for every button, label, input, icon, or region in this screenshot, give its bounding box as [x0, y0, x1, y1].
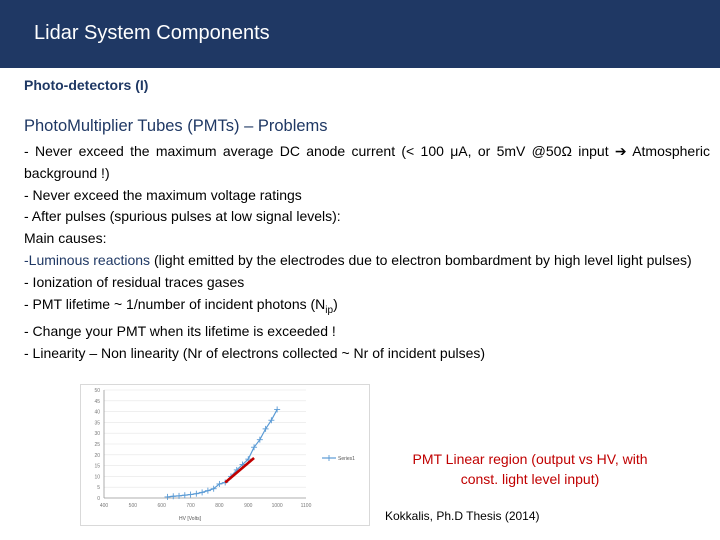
y-tick-label: 25 [94, 442, 100, 448]
y-tick-label: 40 [94, 409, 100, 416]
y-tick-label: 15 [94, 463, 100, 470]
y-tick-label: 35 [94, 420, 100, 427]
x-axis-label: HV [Volts] [179, 516, 201, 522]
y-tick-label: 20 [94, 452, 100, 459]
arrow-icon: ➔ [614, 143, 627, 159]
section-title: PhotoMultiplier Tubes (PMTs) – Problems [24, 117, 328, 135]
x-tick-label: 1000 [271, 503, 283, 509]
x-tick-label: 800 [215, 503, 224, 509]
body-line-2: - Never exceed the maximum voltage ratings [24, 186, 302, 203]
subheading: Photo-detectors (I) [24, 77, 149, 93]
x-tick-label: 600 [157, 503, 166, 509]
body-line-6: - Ionization of residual traces gases [24, 273, 245, 290]
y-tick-label: 50 [94, 388, 100, 394]
y-tick-label: 30 [94, 431, 100, 438]
y-tick-label: 45 [94, 398, 100, 405]
body-line-7 [24, 294, 710, 322]
y-tick-label: 5 [97, 485, 100, 492]
body-line-5 [24, 250, 710, 272]
x-tick-label: 900 [244, 503, 253, 509]
body-line-8: - Change your PMT when its lifetime is exceeded ! [24, 323, 336, 340]
body-line-1 [24, 141, 710, 185]
body-line-5-rest: (light emitted by the electrodes due to electron bombardment by high level light pulses) [150, 251, 692, 268]
slide-title: Lidar System Components [34, 22, 270, 44]
body-line-7-pre: - PMT lifetime ~ 1/number of incident photons (N [24, 295, 326, 312]
credit-text: Kokkalis, Ph.D Thesis (2014) [385, 509, 540, 523]
y-tick-label: 10 [94, 474, 100, 481]
x-tick-label: 1100 [300, 503, 312, 509]
pmt-linearity-chart [80, 384, 370, 526]
x-tick-label: 500 [128, 503, 138, 509]
x-tick-label: 400 [99, 503, 109, 509]
body-line-4: Main causes: [24, 230, 107, 247]
chart-caption: PMT Linear region (output vs HV, with const. light level input) [412, 451, 648, 487]
body-line-1-text: - Never exceed the maximum average DC anode current (< 100 μA, or 5mV @50Ω input [24, 143, 609, 159]
title-bar [0, 0, 720, 68]
x-tick-label: 700 [186, 503, 195, 509]
body-line-9: - Linearity – Non linearity (Nr of electrons collected ~ Nr of incident pulses) [24, 344, 486, 361]
body-line-7-sub: ip [325, 304, 334, 316]
body-line-1b-text: Atmospheric background !) [24, 143, 710, 181]
y-tick-label: 0 [97, 496, 100, 502]
body-line-7-post: ) [333, 295, 338, 312]
body-line-3: - After pulses (spurious pulses at low signal levels): [24, 208, 341, 225]
body-text [24, 141, 710, 365]
legend-label: Series1 [338, 456, 355, 462]
luminous-reactions-highlight: -Luminous reactions [24, 251, 151, 268]
